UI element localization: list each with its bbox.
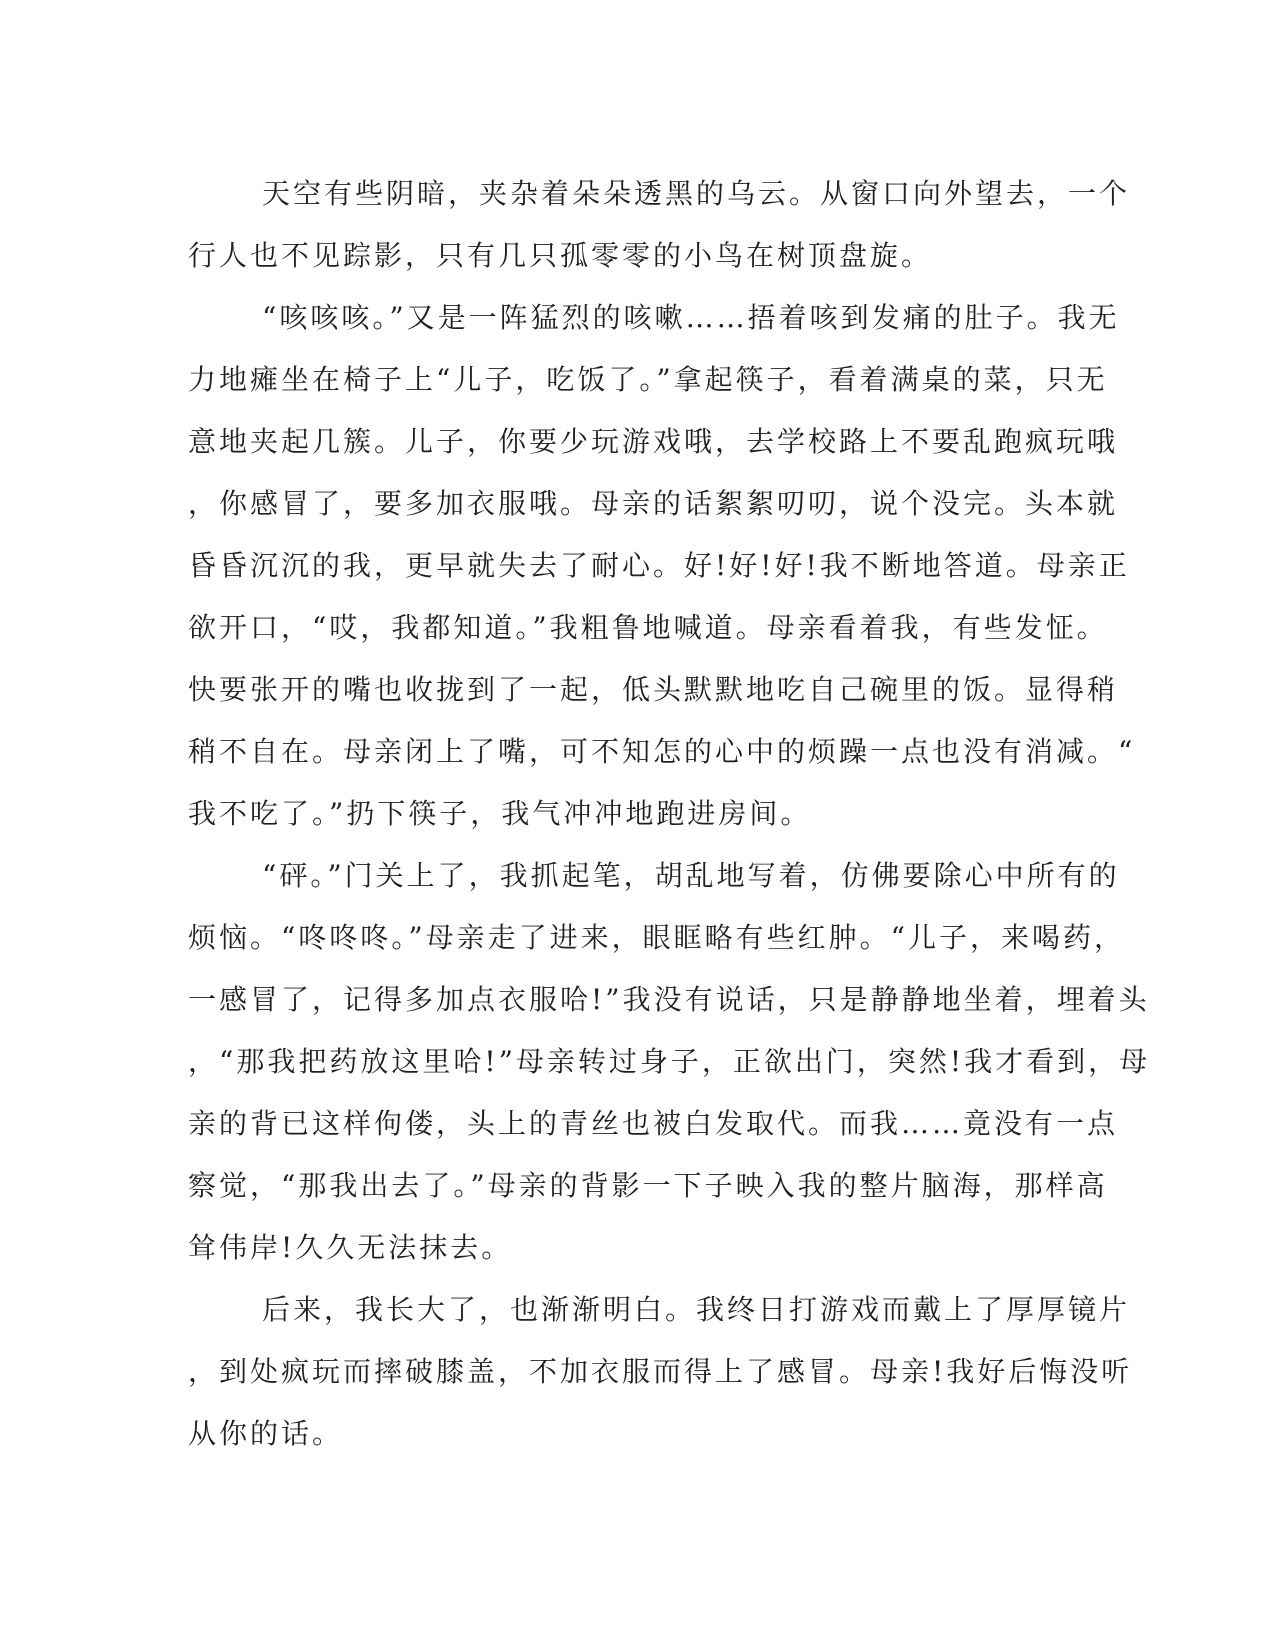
paragraph-line: 力地瘫坐在椅子上“儿子，吃饭了。”拿起筷子，看着满桌的菜，只无 [188, 363, 1108, 396]
paragraph-line: 天空有些阴暗，夹杂着朵朵透黑的乌云。从窗口向外望去，一个 [262, 177, 1131, 210]
paragraph-line: ，到处疯玩而摔破膝盖，不加衣服而得上了感冒。母亲!我好后悔没听 [188, 1355, 1133, 1388]
paragraph-line: 我不吃了。”扔下筷子，我气冲冲地跑进房间。 [188, 797, 812, 830]
paragraph-line: 行人也不见踪影，只有几只孤零零的小鸟在树顶盘旋。 [188, 239, 933, 272]
paragraph-line: 意地夹起几簇。儿子，你要少玩游戏哦，去学校路上不要乱跑疯玩哦 [188, 425, 1119, 458]
paragraph-line: 耸伟岸!久久无法抹去。 [188, 1231, 513, 1264]
paragraph-line: 欲开口，“哎，我都知道。”我粗鲁地喊道。母亲看着我，有些发怔。 [188, 611, 1108, 644]
paragraph-line: 一感冒了，记得多加点衣服哈!”我没有说话，只是静静地坐着，埋着头 [188, 983, 1150, 1016]
essay-body [188, 163, 1151, 1465]
paragraph-line: 亲的背已这样佝偻，头上的青丝也被白发取代。而我……竟没有一点 [188, 1107, 1119, 1140]
paragraph-line: 从你的话。 [188, 1417, 344, 1450]
paragraph-line: ，“那我把药放这里哈!”母亲转过身子，正欲出门，突然!我才看到，母 [188, 1045, 1151, 1078]
paragraph-line: 稍不自在。母亲闭上了嘴，可不知怎的心中的烦躁一点也没有消减。“ [188, 735, 1136, 768]
paragraph-4 [188, 1279, 1133, 1465]
paragraph-3 [188, 845, 1151, 1279]
paragraph-line: 后来，我长大了，也渐渐明白。我终日打游戏而戴上了厚厚镜片 [262, 1293, 1131, 1326]
paragraph-line: 察觉，“那我出去了。”母亲的背影一下子映入我的整片脑海，那样高 [188, 1169, 1108, 1202]
paragraph-line: 烦恼。“咚咚咚。”母亲走了进来，眼眶略有些红肿。“儿子，来喝药， [188, 921, 1125, 954]
paragraph-line: 快要张开的嘴也收拢到了一起，低头默默地吃自己碗里的饭。显得稍 [188, 673, 1119, 706]
paragraph-line: ，你感冒了，要多加衣服哦。母亲的话絮絮叨叨，说个没完。头本就 [188, 487, 1119, 520]
paragraph-2 [188, 287, 1136, 845]
paragraph-line: 昏昏沉沉的我，更早就失去了耐心。好!好!好!我不断地答道。母亲正 [188, 549, 1130, 582]
paragraph-line: “砰。”门关上了，我抓起笔，胡乱地写着，仿佛要除心中所有的 [262, 859, 1120, 892]
paragraph-1 [188, 163, 1131, 287]
paragraph-line: “咳咳咳。”又是一阵猛烈的咳嗽……捂着咳到发痛的肚子。我无 [262, 301, 1120, 334]
